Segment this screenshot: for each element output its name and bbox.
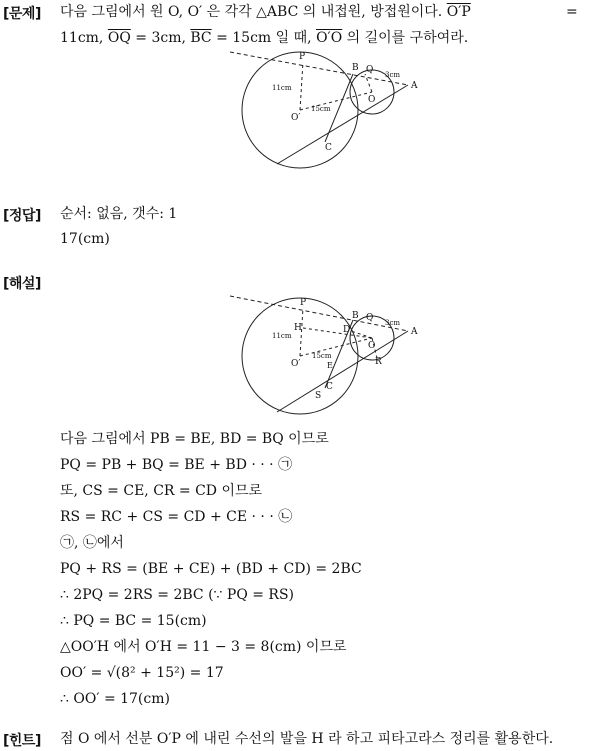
answer-tag: [정답]: [3, 208, 41, 224]
fig2-label-11cm: 11cm: [272, 332, 292, 340]
fig2-label-e: E: [327, 361, 333, 370]
problem-suffix: 의 길이를 구하여라.: [346, 30, 469, 46]
explanation-line: PQ + RS = (BE + CE) + (BD + CD) = 2BC: [60, 561, 362, 577]
answer-line1: 순서: 없음, 갯수: 1: [60, 206, 178, 222]
problem-seg-oprime-p: O′P: [446, 4, 471, 20]
fig2-label-q: Q: [366, 313, 374, 323]
fig2-label-d: D: [343, 325, 351, 335]
fig1-line-pa: [230, 52, 408, 85]
fig1-label-p: P: [299, 52, 306, 62]
fig1-label-o: O: [368, 95, 376, 105]
problem-line1-eq: =: [566, 4, 578, 20]
fig2-line-ca: [277, 331, 408, 412]
fig2-label-a: A: [411, 327, 418, 337]
fig1-label-15cm: 15cm: [311, 105, 331, 113]
figure-1: [225, 44, 425, 172]
explanation-line: ㉠, ㉡에서: [60, 535, 124, 551]
fig1-label-c: C: [325, 143, 332, 153]
problem-seg-oq: $\overline{OQ}$: [107, 30, 131, 46]
problem-line1: [60, 2, 471, 22]
fig2-label-c: C: [326, 382, 333, 392]
fig2-label-p: P: [300, 298, 307, 308]
fig2-label-b: B: [352, 311, 359, 321]
explanation-tag: [해설]: [3, 276, 41, 292]
hint-text: 점 O 에서 선분 O′P 에 내린 수선의 발을 H 라 하고 피타고라스 정리를 활용한다.: [60, 731, 554, 747]
fig1-label-a: A: [411, 81, 418, 91]
explanation-line: 또, CS = CE, CR = CD 이므로: [60, 483, 263, 499]
explanation-line: RS = RC + CS = CD + CE · · · ㉡: [60, 509, 293, 525]
fig2-line-oh: [303, 328, 372, 338]
problem-seg-oprime-o: O′O: [316, 30, 343, 46]
fig2-label-3cm: 3cm: [385, 319, 401, 327]
explanation-line: OO′ = √(8² + 15²) = 17: [60, 665, 224, 681]
fig1-line-op: [300, 62, 303, 110]
problem-seg-bc: $\overline{BC}$: [190, 30, 212, 46]
fig1-label-3cm: 3cm: [385, 71, 401, 79]
fig2-label-oprime: O′: [291, 359, 301, 369]
explanation-line: △OO′H 에서 O′H = 11 − 3 = 8(cm) 이므로: [60, 639, 347, 655]
fig1-label-oprime: O′: [291, 113, 301, 123]
fig1-line-ca: [277, 85, 408, 164]
fig1-label-b: B: [352, 63, 359, 73]
fig2-label-s: S: [315, 391, 322, 401]
explanation-line: ∴ OO′ = 17(cm): [60, 691, 170, 707]
fig1-label-q: Q: [366, 65, 374, 75]
fig1-label-11cm: 11cm: [272, 84, 292, 92]
fig2-label-h: H: [294, 323, 302, 333]
explanation-line: PQ = PB + BQ = BE + BD · · · ㉠: [60, 457, 293, 473]
problem-line1-prefix: 다음 그림에서 원 O, O′ 은 각각 △ABC 의 내접원, 방접원이다.: [60, 4, 443, 20]
answer-line2: 17(cm): [60, 231, 110, 247]
problem-val2: = 3cm,: [135, 30, 186, 46]
fig2-line-oo: [300, 338, 372, 356]
fig2-label-o: O: [368, 341, 376, 351]
problem-tag: [문제]: [3, 6, 41, 22]
explanation-line: 다음 그림에서 PB = BE, BD = BQ 이므로: [60, 431, 329, 447]
problem-val3: = 15cm 일 때,: [216, 30, 312, 46]
fig1-line-oq: [365, 74, 372, 92]
problem-val1: 11cm,: [60, 30, 104, 46]
fig2-label-r: R: [375, 357, 382, 367]
hint-tag: [힌트]: [3, 733, 41, 749]
figure-2: [225, 290, 425, 418]
fig2-label-15cm: 15cm: [312, 352, 332, 360]
explanation-line: ∴ 2PQ = 2RS = 2BC (∵ PQ = RS): [60, 587, 295, 603]
explanation-line: ∴ PQ = BC = 15(cm): [60, 613, 207, 629]
